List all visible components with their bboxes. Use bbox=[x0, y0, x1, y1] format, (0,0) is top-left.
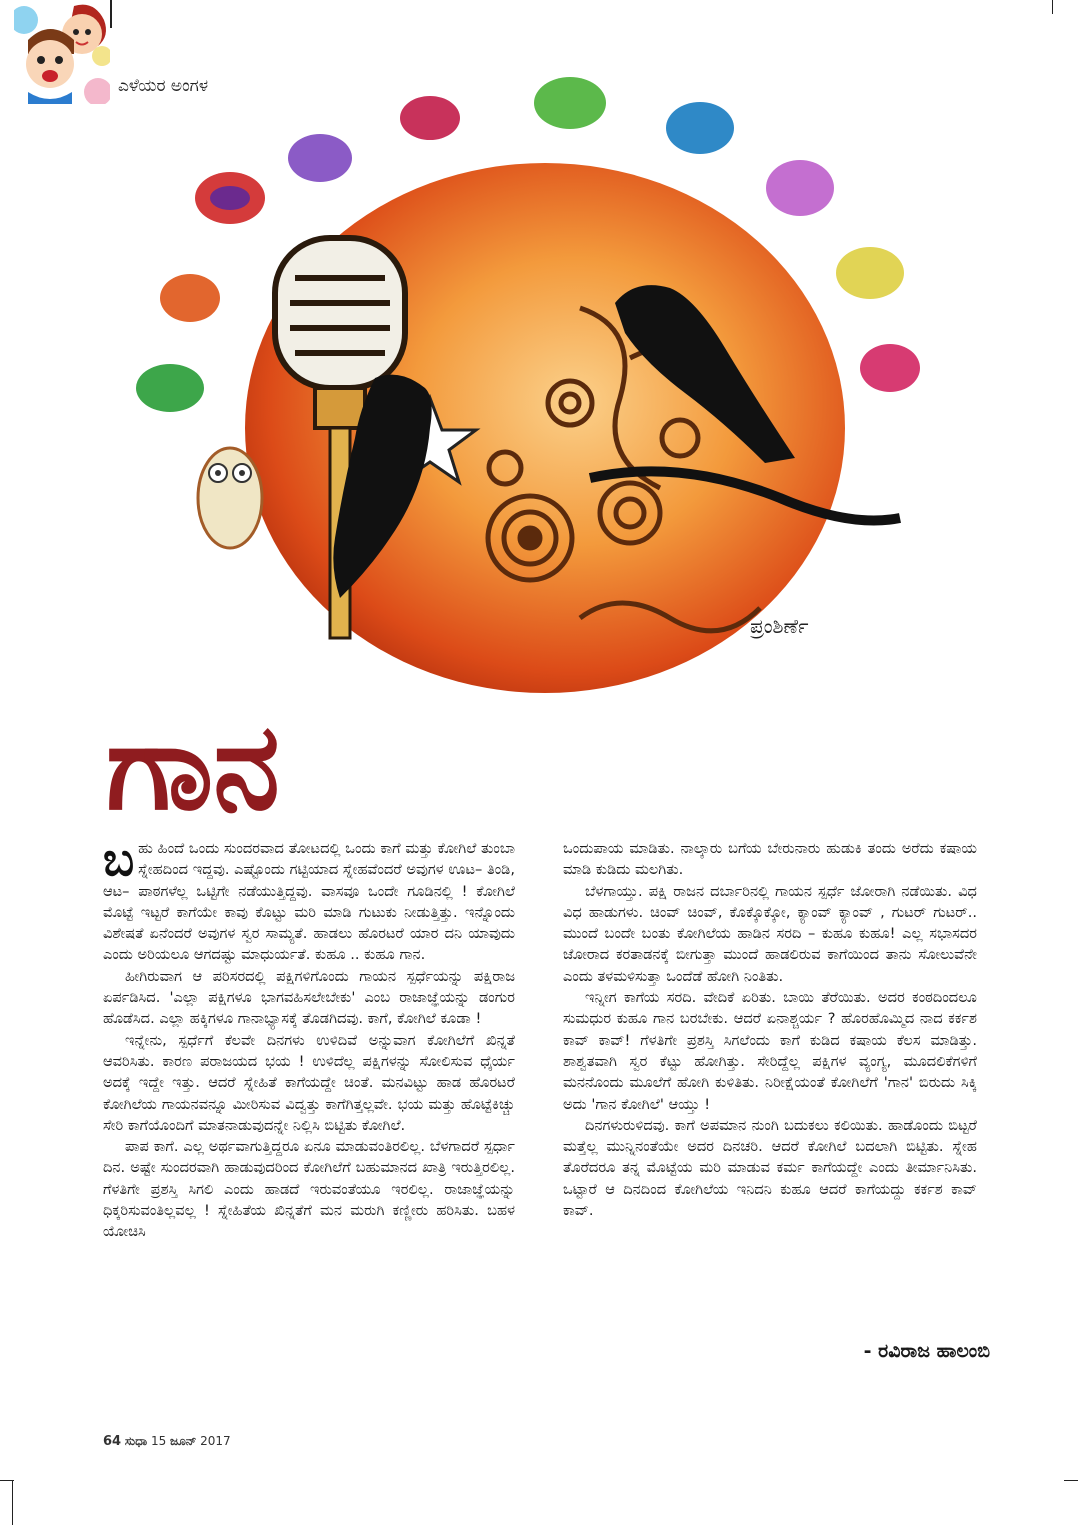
article-paragraph: ಬೆಳಗಾಯ್ತು. ಪಕ್ಷಿ ರಾಜನ ದರ್ಬಾರಿನಲ್ಲಿ ಗಾಯನ ಸ್ಪರ್ಧೆ ಜೋರಾಗಿ ನಡೆಯಿತು. ವಿಧ ವಿಧ ಹಾಡುಗಳು. ಚಿಂವ್ ಚಿಂವ್, ಕೊಕ್ಕೊಕ್ಕೋ, ಕ್ಯಾಂವ್ ಕ್ಯಾಂವ್ , ಗುಟರ್ ಗುಟರ್.. ಮುಂದೆ ಬಂದೇ ಬಂತು ಕೋಗಿಲೆಯ ಹಾಡಿನ ಸರದಿ – ಕುಹೂ ಕುಹೂ! ಎಲ್ಲ ಸಭಾಸದರ ಜೋರಾದ ಕರತಾಡನಕ್ಕೆ ಬೀಗುತ್ತಾ ಮುಂದೆ ಹಾಡಲಿರುವ ಕಾಗೆಯಿಂದ ತಾನು ಸೋಲುವೆನೇ ಎಂದು ತಳಮಳಿಸುತ್ತಾ ಒಂದೆಡೆ ಹೋಗಿ ನಿಂತಿತು. bbox=[563, 882, 977, 985]
issue-day: 15 bbox=[150, 1434, 167, 1448]
article-paragraph: ಇನ್ನೇನು, ಸ್ಪರ್ಧೆಗೆ ಕೆಲವೇ ದಿನಗಳು ಉಳಿದಿವೆ ಅನ್ನುವಾಗ ಕೋಗಿಲೆಗೆ ಖಿನ್ನತೆ ಆವರಿಸಿತು. ಕಾರಣ ಪರಾಜಯದ ಭಯ ! ಉಳಿದೆಲ್ಲ ಪಕ್ಷಿಗಳನ್ನು ಸೋಲಿಸುವ ಧೈರ್ಯ ಅದಕ್ಕೆ ಇದ್ದೇ ಇತ್ತು. ಆದರೆ ಸ್ನೇಹಿತೆ ಕಾಗೆಯದ್ದೇ ಚಿಂತೆ. ಮನವಿಟ್ಟು ಹಾಡ ಹೊರಟರೆ ಕೋಗಿಲೆಯ ಗಾಯನವನ್ನೂ ಮೀರಿಸುವ ವಿದ್ವತ್ತು ಕಾಗೆಗಿತ್ತಲ್ಲವೇ. ಭಯ ಮತ್ತು ಹೊಟ್ಟೆಕಿಚ್ಚು ಸೇರಿ ಕಾಗೆಯೊಂದಿಗೆ ಮಾತನಾಡುವುದನ್ನೇ ನಿಲ್ಲಿಸಿ ಬಿಟ್ಟಿತು ಕೋಗಿಲೆ. bbox=[103, 1031, 515, 1134]
hero-illustration bbox=[110, 58, 1010, 698]
section-label: ಎಳೆಯರ ಅಂಗಳ bbox=[118, 76, 209, 96]
article-paragraph: ದಿನಗಳುರುಳಿದವು. ಕಾಗೆ ಅಪಮಾನ ನುಂಗಿ ಬದುಕಲು ಕಲಿಯಿತು. ಹಾಡೊಂದು ಬಿಟ್ಟರೆ ಮತ್ತೆಲ್ಲ ಮುನ್ನಿನಂತೆಯೇ ಅದರ ದಿನಚರಿ. ಆದರೆ ಕೋಗಿಲೆ ಬದಲಾಗಿ ಬಿಟ್ಟಿತು. ಸ್ನೇಹ ತೊರೆದರೂ ತನ್ನ ಮೊಟ್ಟೆಯ ಮರಿ ಮಾಡುವ ಕರ್ಮ ಕಾಗೆಯದ್ದೇ ಎಂದು ತೀರ್ಮಾನಿಸಿತು. ಒಟ್ಟಾರೆ ಆ ದಿನದಿಂದ ಕೋಗಿಲೆಯ ಇನಿದನಿ ಕುಹೂ ಆದರೆ ಕಾಗೆಯದ್ದು ಕರ್ಕಶ ಕಾವ್ ಕಾವ್. bbox=[563, 1116, 977, 1220]
kids-section-logo bbox=[14, 0, 110, 104]
article-title bbox=[106, 688, 366, 838]
issue-month: ಜೂನ್ bbox=[170, 1434, 197, 1448]
crop-mark bbox=[1064, 1480, 1078, 1481]
article-title-text: ಗಾನ bbox=[106, 696, 280, 837]
page-footer bbox=[103, 1434, 231, 1449]
magazine-name: ಸುಧಾ bbox=[124, 1434, 148, 1448]
article-column-left bbox=[103, 832, 515, 1243]
crop-mark bbox=[110, 0, 112, 28]
article-paragraph: ಇನ್ನೀಗ ಕಾಗೆಯ ಸರದಿ. ವೇದಿಕೆ ಏರಿತು. ಬಾಯಿ ತೆರೆಯಿತು. ಅದರ ಕಂಠದಿಂದಲೂ ಸುಮಧುರ ಕುಹೂ ಗಾನ ಬರಬೇಕು. ಆದರೆ ಏನಾಶ್ಚರ್ಯ ? ಹೊರಹೊಮ್ಮಿದ ನಾದ ಕರ್ಕಶ ಕಾವ್ ಕಾವ್! ಗೆಳತಿಗೇ ಪ್ರಶಸ್ತಿ ಸಿಗಲೆಂದು ಕಾಗೆ ಕುಡಿದ ಕಷಾಯ ಕೆಲಸ ಮಾಡಿತ್ತು. ಶಾಶ್ವತವಾಗಿ ಸ್ವರ ಕೆಟ್ಟು ಹೋಗಿತ್ತು. ಸೇರಿದ್ದೆಲ್ಲ ಪಕ್ಷಿಗಳ ವ್ಯಂಗ್ಯ, ಮೂದಲಿಕೆಗಳಿಗೆ ಮನನೊಂದು ಮೂಲೆಗೆ ಹೋಗಿ ಕುಳಿತಿತು. ನಿರೀಕ್ಷೆಯಂತೆ ಕೋಗಿಲೆಗೆ 'ಗಾನ' ಬಿರುದು ಸಿಕ್ಕಿ ಅದು 'ಗಾನ ಕೋಗಿಲೆ' ಆಯ್ತು ! bbox=[563, 989, 977, 1113]
article-paragraph: ಬಹು ಹಿಂದೆ ಒಂದು ಸುಂದರವಾದ ತೋಟದಲ್ಲಿ ಒಂದು ಕಾಗೆ ಮತ್ತು ಕೋಗಿಲೆ ತುಂಬಾ ಸ್ನೇಹದಿಂದ ಇದ್ದವು. ಎಷ್ಟೊಂದು ಗಟ್ಟಿಯಾದ ಸ್ನೇಹವೆಂದರೆ ಅವುಗಳ ಊಟ– ತಿಂಡಿ, ಆಟ– ಪಾಠಗಳೆಲ್ಲ ಒಟ್ಟಿಗೇ ನಡೆಯುತ್ತಿದ್ದವು. ವಾಸವೂ ಒಂದೇ ಗೂಡಿನಲ್ಲಿ ! ಕೋಗಿಲೆ ಮೊಟ್ಟೆ ಇಟ್ಟರೆ ಕಾಗೆಯೇ ಕಾವು ಕೊಟ್ಟು ಮರಿ ಮಾಡಿ ಗುಟುಕು ನೀಡುತ್ತಿತ್ತು. ಇನ್ನೊಂದು ವಿಶೇಷತೆ ಏನೆಂದರೆ ಅವುಗಳ ಸ್ವರ ಸಾಮ್ಯತೆ. ಹಾಡಲು ಹೊರಟರೆ ಯಾರ ದನಿ ಯಾವುದು ಎಂದು ಅರಿಯಲೂ ಆಗದಷ್ಟು ಮಾಧುರ್ಯತೆ. ಕುಹೂ .. ಕುಹೂ ಗಾನ. bbox=[103, 832, 515, 964]
article-paragraph: ಪಾಪ ಕಾಗೆ. ಎಲ್ಲ ಅರ್ಥವಾಗುತ್ತಿದ್ದರೂ ಏನೂ ಮಾಡುವಂತಿರಲಿಲ್ಲ. ಬೆಳಗಾದರೆ ಸ್ಪರ್ಧಾ ದಿನ. ಅಷ್ಟೇ ಸುಂದರವಾಗಿ ಹಾಡುವುದರಿಂದ ಕೋಗಿಲೆಗೆ ಬಹುಮಾನದ ಖಾತ್ರಿ ಇರುತ್ತಿರಲಿಲ್ಲ. ಗೆಳತಿಗೇ ಪ್ರಶಸ್ತಿ ಸಿಗಲಿ ಎಂದು ಹಾಡದೆ ಇರುವಂತೆಯೂ ಇರಲಿಲ್ಲ. ರಾಜಾಜ್ಞೆಯನ್ನು ಧಿಕ್ಕರಿಸುವಂತಿಲ್ಲವಲ್ಲ ! ಸ್ನೇಹಿತೆಯ ಖಿನ್ನತೆಗೆ ಮನ ಮರುಗಿ ಕಣ್ಣೀರು ಹರಿಸಿತು. ಬಹಳ ಯೋಚಿಸಿ bbox=[103, 1138, 515, 1241]
article-paragraph: ಹೀಗಿರುವಾಗ ಆ ಪರಿಸರದಲ್ಲಿ ಪಕ್ಷಿಗಳಿಗೊಂದು ಗಾಯನ ಸ್ಪರ್ಧೆಯನ್ನು ಪಕ್ಷಿರಾಜ ಏರ್ಪಡಿಸಿದ. 'ಎಲ್ಲಾ ಪಕ್ಷಿಗಳೂ ಭಾಗವಹಿಸಲೇಬೇಕು' ಎಂಬ ರಾಜಾಜ್ಞೆಯನ್ನು ಡಂಗುರ ಹೊಡೆಸಿದ. ಎಲ್ಲಾ ಹಕ್ಕಿಗಳೂ ಗಾನಾಭ್ಯಾಸಕ್ಕೆ ತೊಡಗಿದವು. ಕಾಗೆ, ಕೋಗಿಲೆ ಕೂಡಾ ! bbox=[103, 967, 515, 1028]
drop-cap: ಬ bbox=[103, 832, 135, 886]
artist-signature: ಪ್ರಂಶಿರ್ಣೆ bbox=[750, 614, 809, 638]
article-column-right bbox=[563, 838, 977, 1221]
crop-mark bbox=[12, 1480, 13, 1525]
crop-mark bbox=[1052, 0, 1053, 14]
article-paragraph: ಒಂದುಪಾಯ ಮಾಡಿತು. ನಾಲ್ಕಾರು ಬಗೆಯ ಬೇರುನಾರು ಹುಡುಕಿ ತಂದು ಅರೆದು ಕಷಾಯ ಮಾಡಿ ಕುಡಿದು ಮಲಗಿತು. bbox=[563, 840, 977, 879]
page-number: 64 bbox=[103, 1434, 122, 1449]
issue-year: 2017 bbox=[200, 1434, 231, 1448]
author-byline: - ರವಿರಾಜ ಹಾಲಂಬಿ bbox=[863, 1340, 990, 1362]
